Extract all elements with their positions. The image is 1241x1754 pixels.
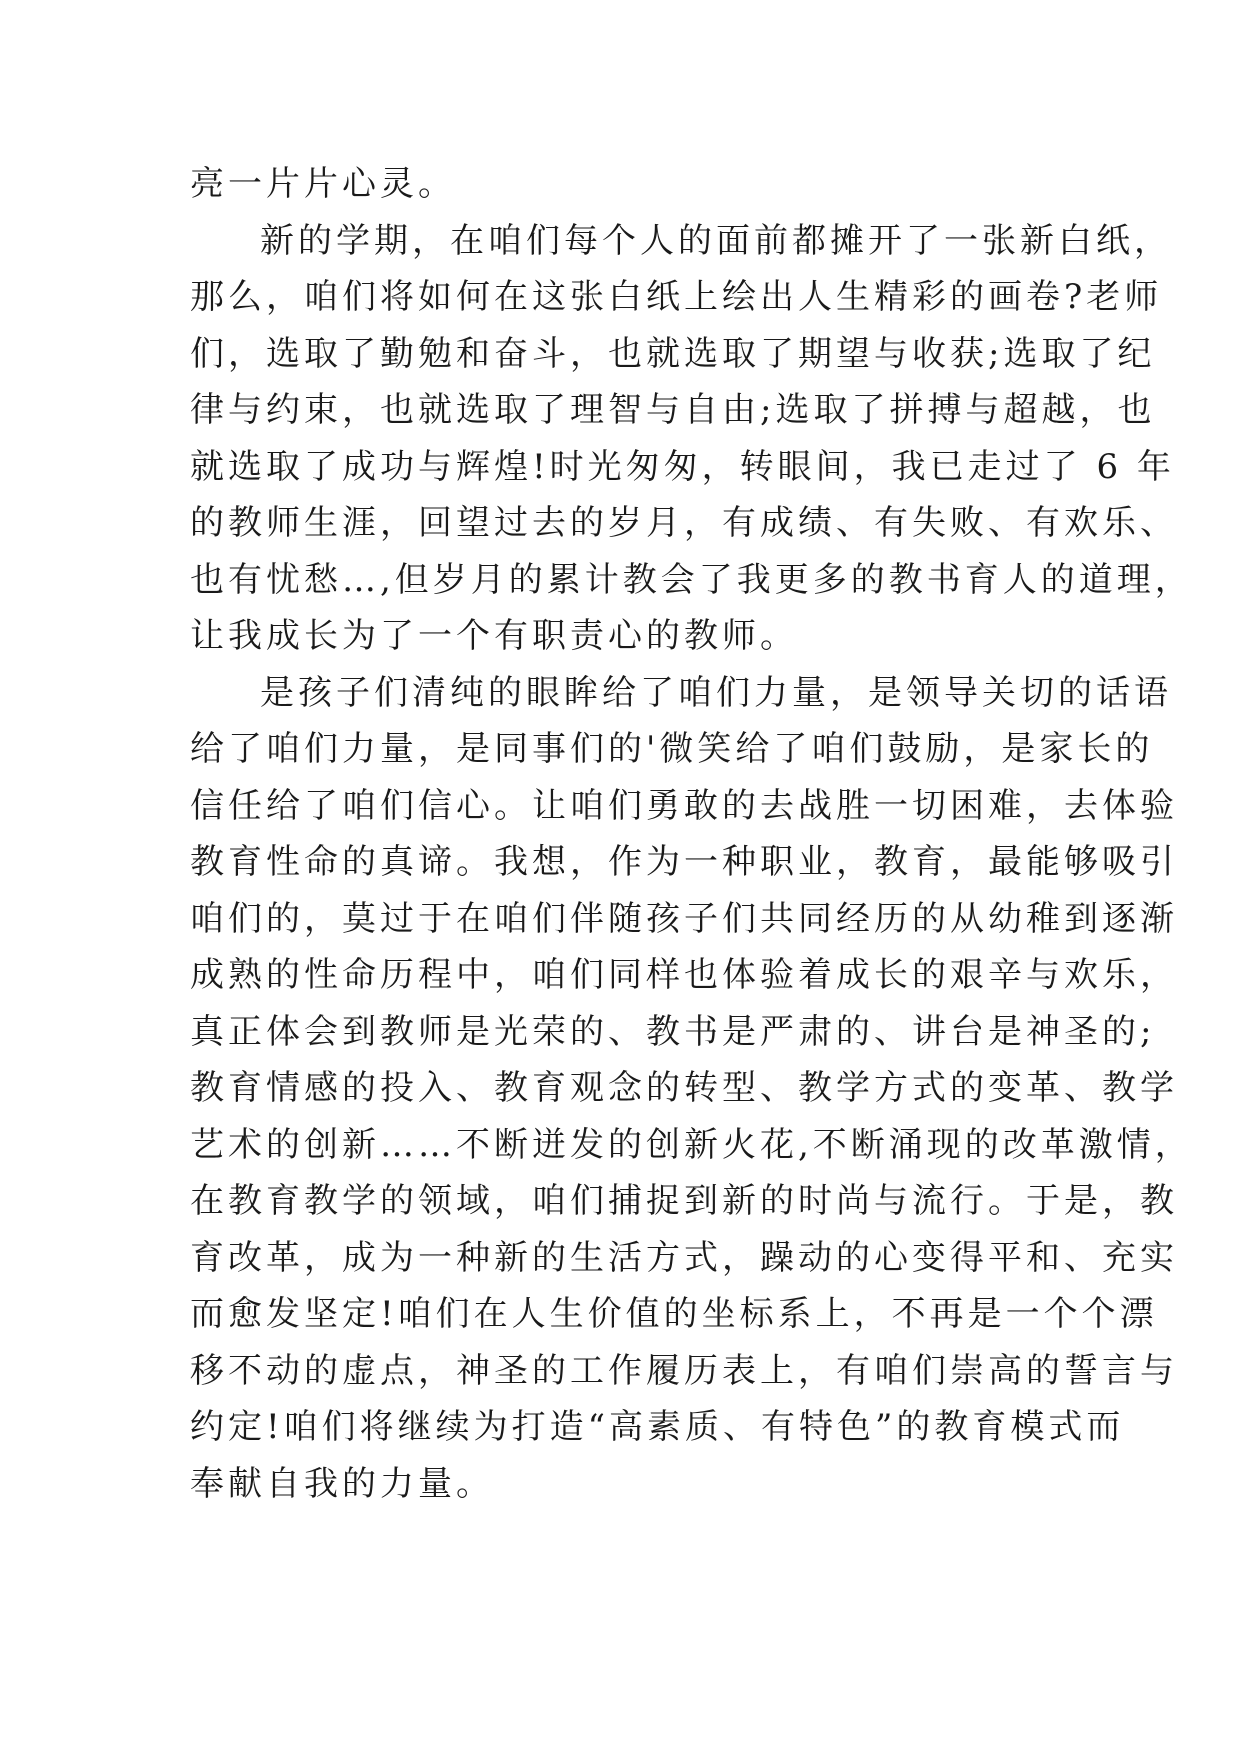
text-line: 也有忧愁…,但岁月的累计教会了我更多的教书育人的道理， — [190, 559, 1193, 600]
text-line: 们，选取了勤勉和奋斗，也就选取了期望与收获;选取了纪 — [190, 333, 1156, 374]
text-line: 就选取了成功与辉煌!时光匆匆，转眼间，我已走过了 6 年 — [190, 446, 1175, 487]
text-line: 咱们的，莫过于在咱们伴随孩子们共同经历的从幼稚到逐渐 — [190, 898, 1178, 939]
text-line: 移不动的虚点，神圣的工作履历表上，有咱们崇高的誓言与 — [190, 1350, 1178, 1391]
text-line: 成熟的性命历程中，咱们同样也体验着成长的艰辛与欢乐， — [190, 955, 1178, 995]
text-line: 是孩子们清纯的眼眸给了咱们力量，是领导关切的话语 — [260, 672, 1172, 713]
text-line: 信任给了咱们信心。让咱们勇敢的去战胜一切困难，去体验 — [190, 785, 1178, 826]
text-line: 让我成长为了一个有职责心的教师。 — [190, 616, 798, 656]
text-line: 真正体会到教师是光荣的、教书是严肃的、讲台是神圣的; — [190, 1011, 1156, 1052]
text-line: 奉献自我的力量。 — [190, 1463, 494, 1504]
text-line: 艺术的创新……不断迸发的创新火花,不断涌现的改革激情， — [190, 1124, 1193, 1165]
document-body — [190, 156, 1193, 1512]
text-line: 在教育教学的领域，咱们捕捉到新的时尚与流行。于是，教 — [190, 1181, 1178, 1221]
text-line: 给了咱们力量，是同事们的'微笑给了咱们鼓励，是家长的 — [190, 729, 1154, 769]
text-line: 的教师生涯，回望过去的岁月，有成绩、有失败、有欢乐、 — [190, 503, 1178, 543]
text-line: 新的学期，在咱们每个人的面前都摊开了一张新白纸， — [260, 220, 1172, 261]
text-line: 育改革，成为一种新的生活方式，躁动的心变得平和、充实 — [190, 1237, 1178, 1278]
text-line: 亮一片片心灵。 — [190, 164, 456, 204]
text-line: 那么，咱们将如何在这张白纸上绘出人生精彩的画卷?老师 — [190, 277, 1163, 317]
text-line: 律与约束，也就选取了理智与自由;选取了拼搏与超越，也 — [190, 390, 1156, 430]
text-line: 教育情感的投入、教育观念的转型、教学方式的变革、教学 — [190, 1068, 1178, 1108]
text-line: 约定!咱们将继续为打造“高素质、有特色”的教育模式而 — [190, 1407, 1125, 1447]
text-line: 而愈发坚定!咱们在人生价值的坐标系上，不再是一个个漂 — [190, 1294, 1158, 1334]
text-line: 教育性命的真谛。我想，作为一种职业，教育，最能够吸引 — [190, 842, 1178, 882]
